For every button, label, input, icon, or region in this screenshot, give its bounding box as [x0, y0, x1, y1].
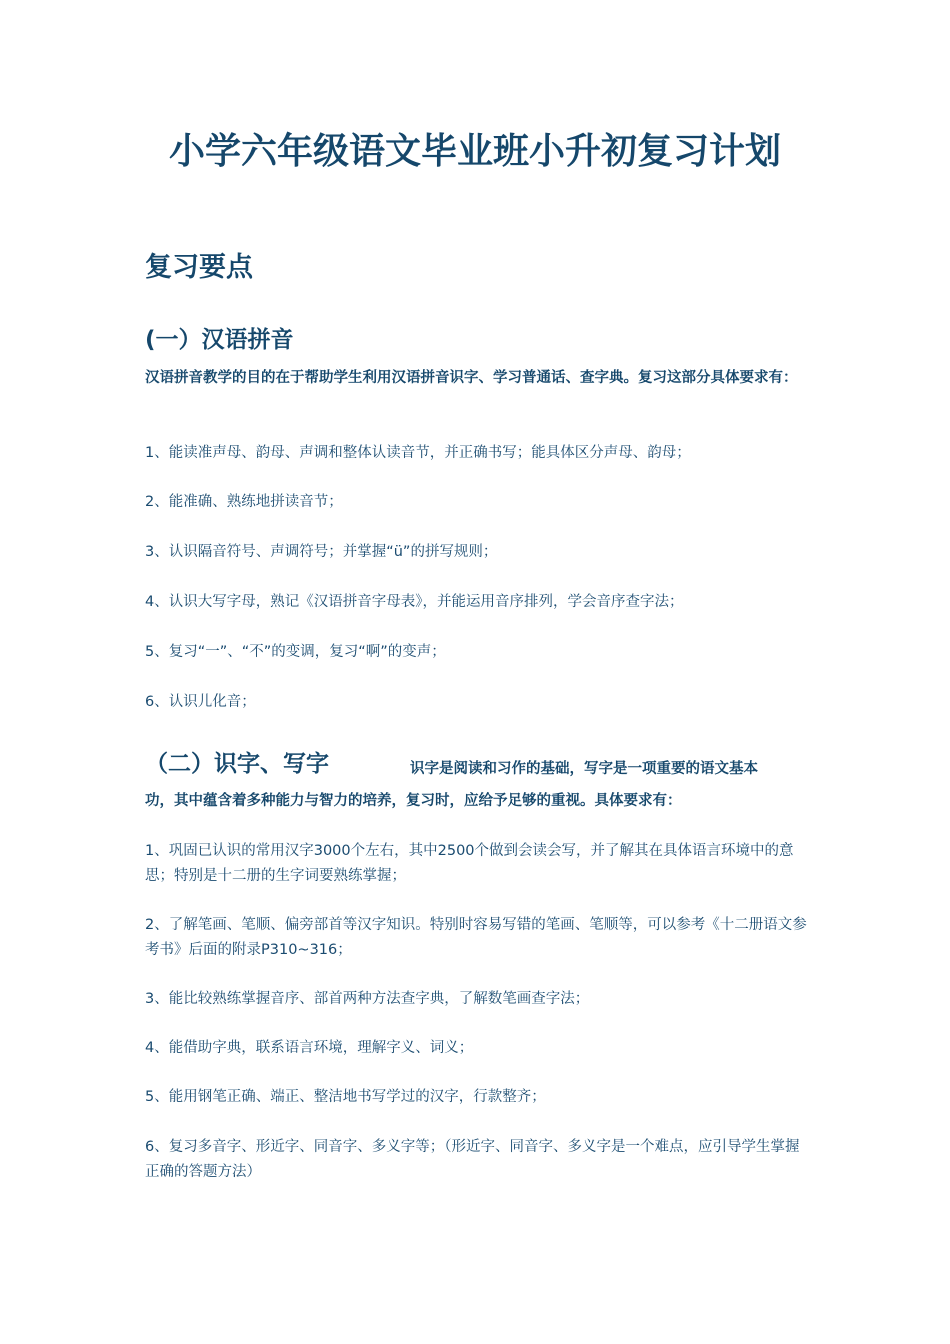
part2-item-3: 3、能比较熟练掌握音序、部首两种方法查字典，了解数笔画查字法；	[145, 991, 590, 1007]
part1-heading: (一）汉语拼音	[145, 327, 294, 353]
part2-lead-cont: 功，其中蕴含着多种能力与智力的培养，复习时，应给予足够的重视。具体要求有：	[145, 793, 682, 809]
part2-item-5: 5、能用钢笔正确、端正、整洁地书写学过的汉字，行款整齐；	[145, 1089, 546, 1105]
part1-item-2: 2、能准确、熟练地拼读音节；	[145, 494, 343, 510]
part1-lead: 汉语拼音教学的目的在于帮助学生利用汉语拼音识字、学习普通话、查字典。复习这部分具体要求有：	[145, 370, 798, 386]
part1-item-5: 5、复习“一”、“不”的变调，复习“啊”的变声；	[145, 644, 446, 660]
part2-item-6: 6、复习多音字、形近字、同音字、多义字等；（形近字、同音字、多义字是一个难点，应引导学生掌握正确的答题方法）	[145, 1139, 800, 1180]
part2-heading: （二）识字、写字	[145, 751, 329, 777]
part1-item-1: 1、能读准声母、韵母、声调和整体认读音节，并正确书写；能具体区分声母、韵母；	[145, 445, 691, 461]
part1-item-4: 4、认识大写字母，熟记《汉语拼音字母表》，并能运用音序排列，学会音序查字法；	[145, 594, 684, 610]
part1-item-6: 6、认识儿化音；	[145, 694, 256, 710]
part2-item-4: 4、能借助字典，联系语言环境，理解字义、词义；	[145, 1040, 474, 1056]
part2-item-2: 2、了解笔画、笔顺、偏旁部首等汉字知识。特别时容易写错的笔画、笔顺等，可以参考《十二册语文参考书》后面的附录P310~316；	[145, 917, 807, 958]
part2-lead-inline: 识字是阅读和习作的基础，写字是一项重要的语文基本	[410, 761, 758, 777]
section-heading: 复习要点	[145, 252, 253, 283]
page-title: 小学六年级语文毕业班小升初复习计划	[168, 131, 781, 172]
part1-item-3: 3、认识隔音符号、声调符号；并掌握“ü”的拼写规则；	[145, 544, 498, 560]
part2-item-1: 1、巩固已认识的常用汉字3000个左右，其中2500个做到会读会写，并了解其在具体语言环境中的意思；特别是十二册的生字词要熟练掌握；	[145, 843, 794, 884]
